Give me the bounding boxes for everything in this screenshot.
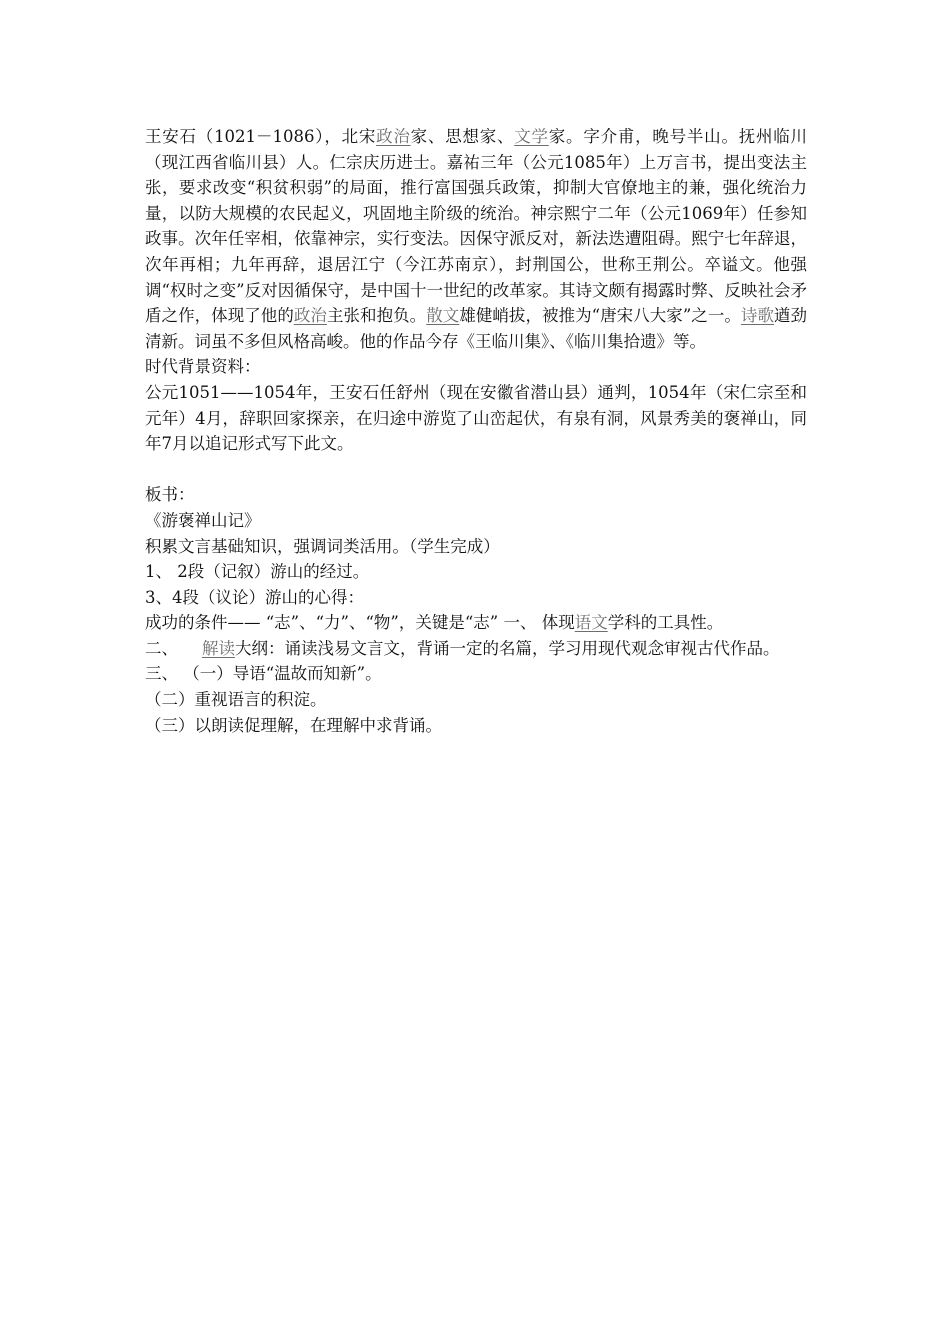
background-paragraph: 公元1051——1054年，王安石任舒州（现在安徽省潜山县）通判，1054年（宋仁宗至和元年）4月，辞职回家探亲，在归途中游览了山峦起伏，有泉有洞，风景秀美的褒禅山，同年7月以追记形式写下此文。 xyxy=(145,382,807,454)
board-line-1: 积累文言基础知识，强调词类活用。（学生完成） xyxy=(145,536,500,556)
board-line-4-text-a: 成功的条件—— “志”、“力”、“物”，关键是“志” 一、 体现 xyxy=(145,613,575,633)
link-politics-2[interactable]: 政治 xyxy=(293,306,327,326)
link-chinese[interactable]: 语文 xyxy=(574,613,608,633)
link-prose[interactable]: 散文 xyxy=(426,306,460,326)
board-line-3: 3、4段（议论）游山的心得： xyxy=(145,587,364,607)
board-line-8: （三）以朗读促理解，在理解中求背诵。 xyxy=(145,715,442,735)
background-heading: 时代背景资料： xyxy=(145,357,261,377)
board-line-7: （二）重视语言的积淀。 xyxy=(145,690,327,710)
document-page xyxy=(145,124,807,738)
board-line-2: 1、 2段（记叙）游山的经过。 xyxy=(145,562,370,582)
bio-text-4: 主张和抱负。 xyxy=(326,306,427,326)
link-poetry[interactable]: 诗歌 xyxy=(740,306,775,326)
link-politics[interactable]: 政治 xyxy=(376,127,411,146)
blank-line xyxy=(145,457,807,483)
board-line-6: 三、 （一）导语“温故而知新”。 xyxy=(145,664,382,684)
board-title: 《游褒禅山记》 xyxy=(145,510,261,530)
board-line-4-text-b: 学科的工具性。 xyxy=(607,613,724,633)
bio-text-3: 家。字介甫，晚号半山。抚州临川（现江西省临川县）人。仁宗庆历进士。嘉祐三年（公元1085年）上万言书，提出变法主张，要求改变“积贫积弱”的局面，推行富国强兵政策，抑制大官僚地主的兼，强化统治力量，以防大规模的农民起义，巩固地主阶级的统治。神宗熙宁二年（公元1069年）任参知政事。次年任宰相，依靠神宗，实行变法。因保守派反对，新法迭遭阻碍。熙宁七年辞退，次年再相；九年再辞，退居江宁（今江苏南京），封荆国公，世称王荆公。卒谥文。他强调“权时之变”反对因循保守，是中国十一世纪的改革家。其诗文颇有揭露时弊、反映社会矛盾之作，体现了他的 xyxy=(145,127,807,326)
bio-text-1: 王安石（1021－1086），北宋 xyxy=(145,127,377,146)
bio-text-2: 家、思想家、 xyxy=(410,127,515,146)
link-interpret[interactable]: 解读 xyxy=(202,638,235,658)
board-line-5-text: 大纲：诵读浅易文言文，背诵一定的名篇，学习用现代观念审视古代作品。 xyxy=(235,638,780,658)
bio-text-6: 遒劲清新。词虽不多但风格高峻。他的作品今存《王临川集》、《临川集拾遗》等。 xyxy=(145,306,808,351)
link-literature[interactable]: 文学 xyxy=(514,127,549,146)
board-heading: 板书： xyxy=(145,485,195,505)
biography-paragraph xyxy=(145,124,807,354)
board-line-5 xyxy=(145,636,807,662)
bio-text-5: 雄健峭拔，被推为“唐宋八大家”之一。 xyxy=(459,306,741,326)
board-line-5-number: 二、 xyxy=(145,638,178,658)
board-line-4 xyxy=(145,610,807,636)
